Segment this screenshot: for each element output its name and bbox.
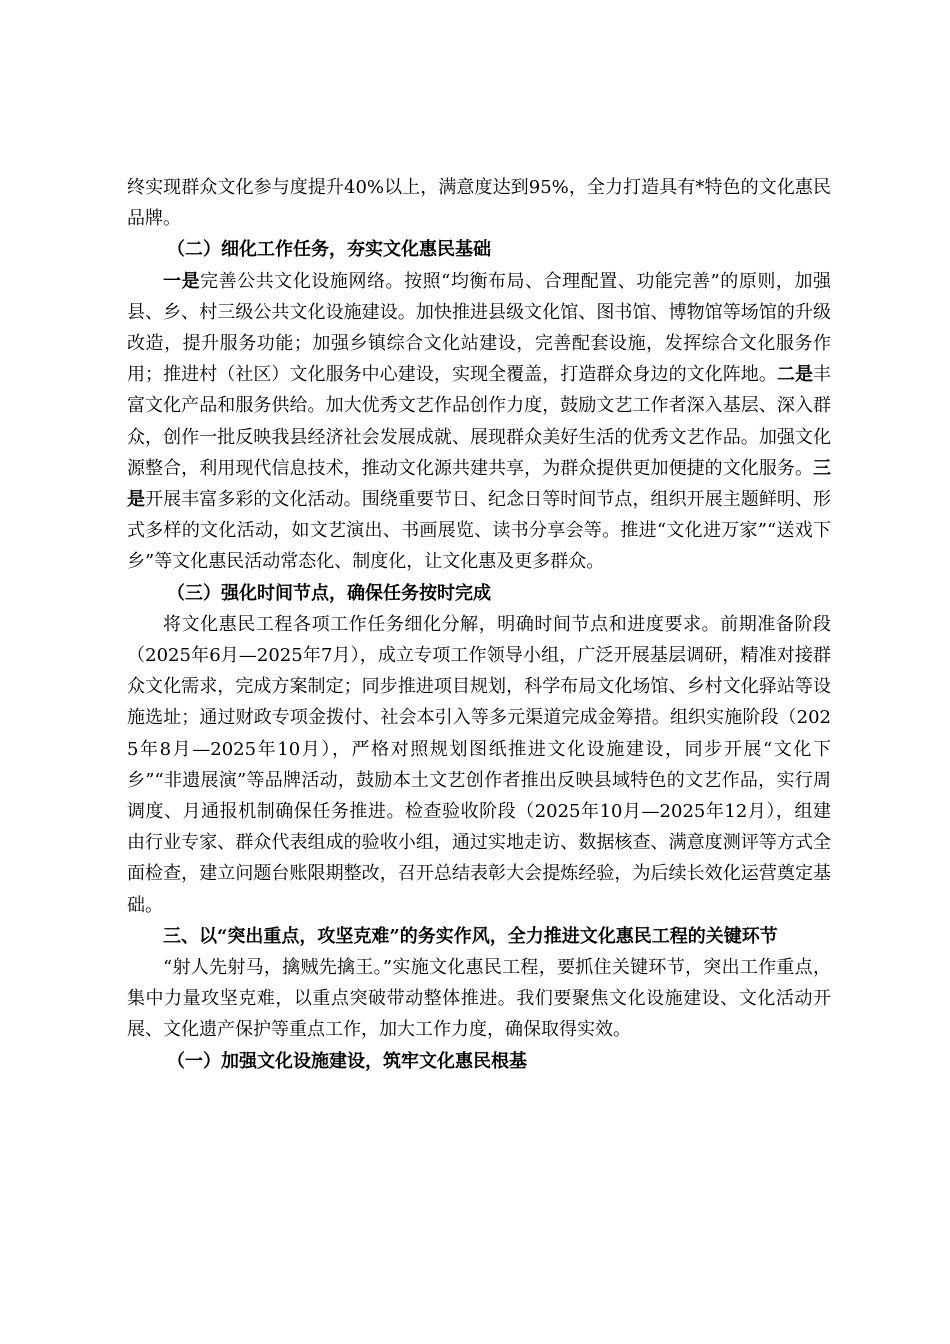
lead-second: 二是 <box>776 364 814 386</box>
heading-facilities: （一）加强文化设施建设，筑牢文化惠民根基 <box>167 1050 527 1072</box>
lead-third: 三是 <box>127 457 831 511</box>
document-page <box>127 172 831 1077</box>
task-text-first: 完善公共文化设施网络。按照“均衡布局、合理配置、功能完善”的原则，加强县、乡、村三级公共文化设施建设。加快推进县级文化馆、图书馆、博物馆等场馆的升级改造，提升服务功能；加强乡镇综合文化站建设，完善配套设施，发挥综合文化服务作用；推进村（社区）文化服务中心建设，实现全覆盖，打造群众身边的文化阵地。 <box>127 270 831 386</box>
task-text-second: 丰富文化产品和服务供给。加大优秀文艺作品创作力度，鼓励文艺工作者深入基层、深入群众，创作一批反映我县经济社会发展成就、展现群众美好生活的优秀文艺作品。加强文化源整合，利用现代信息技术，推动文化源共建共享，为群众提供更加便捷的文化服务。 <box>127 364 832 479</box>
lead-first: 一是 <box>163 270 201 292</box>
paragraph-intro-tail: 终实现群众文化参与度提升40%以上，满意度达到95%，全力打造具有*特色的文化惠民品牌。 <box>127 177 831 230</box>
heading-time-nodes: （三）强化时间节点，确保任务按时完成 <box>167 582 491 604</box>
paragraph-schedule: 将文化惠民工程各项工作任务细化分解，明确时间节点和进度要求。前期准备阶段（2025年6月—2025年7月），成立专项工作领导小组，广泛开展基层调研，精准对接群众文化需求，完成方案制定；同步推进项目规划，科学布局文化场馆、乡村文化驿站等设施选址；通过财政专项金拨付、社会本引入等多元渠道完成金筹措。组织实施阶段（2025年8月—2025年10月），严格对照规划图纸推进文化设施建设，同步开展“文化下乡”“非遗展演”等品牌活动，鼓励本土文艺创作者推出反映县域特色的文艺作品，实行周调度、月通报机制确保任务推进。检查验收阶段（2025年10月—2025年12月），组建由行业专家、群众代表组成的验收小组，通过实地走访、数据核查、满意度测评等方式全面检查，建立问题台账限期整改，召开总结表彰大会提炼经验，为后续长效化运营奠定基础。 <box>127 613 831 916</box>
paragraph-tasks <box>127 266 831 578</box>
paragraph-section-three: “射人先射马，擒贼先擒王。”实施文化惠民工程，要抓住关键环节，突出工作重点，集中力量攻坚克难，以重点突破带动整体推进。我们要聚焦文化设施建设、文化活动开展、文化遗产保护等重点工作，加大工作力度，确保取得实效。 <box>127 957 831 1041</box>
heading-section-three: 三、以“突出重点，攻坚克难”的务实作风，全力推进文化惠民工程的关键环节 <box>163 925 778 947</box>
heading-detail-tasks: （二）细化工作任务，夯实文化惠民基础 <box>167 239 491 261</box>
task-text-third: 开展丰富多彩的文化活动。围绕重要节日、纪念日等时间节点，组织开展主题鲜明、形式多样的文化活动，如文艺演出、书画展览、读书分享会等。推进“文化进万家”“送戏下乡”等文化惠民活动常态化、制度化，让文化惠及更多群众。 <box>127 489 832 573</box>
